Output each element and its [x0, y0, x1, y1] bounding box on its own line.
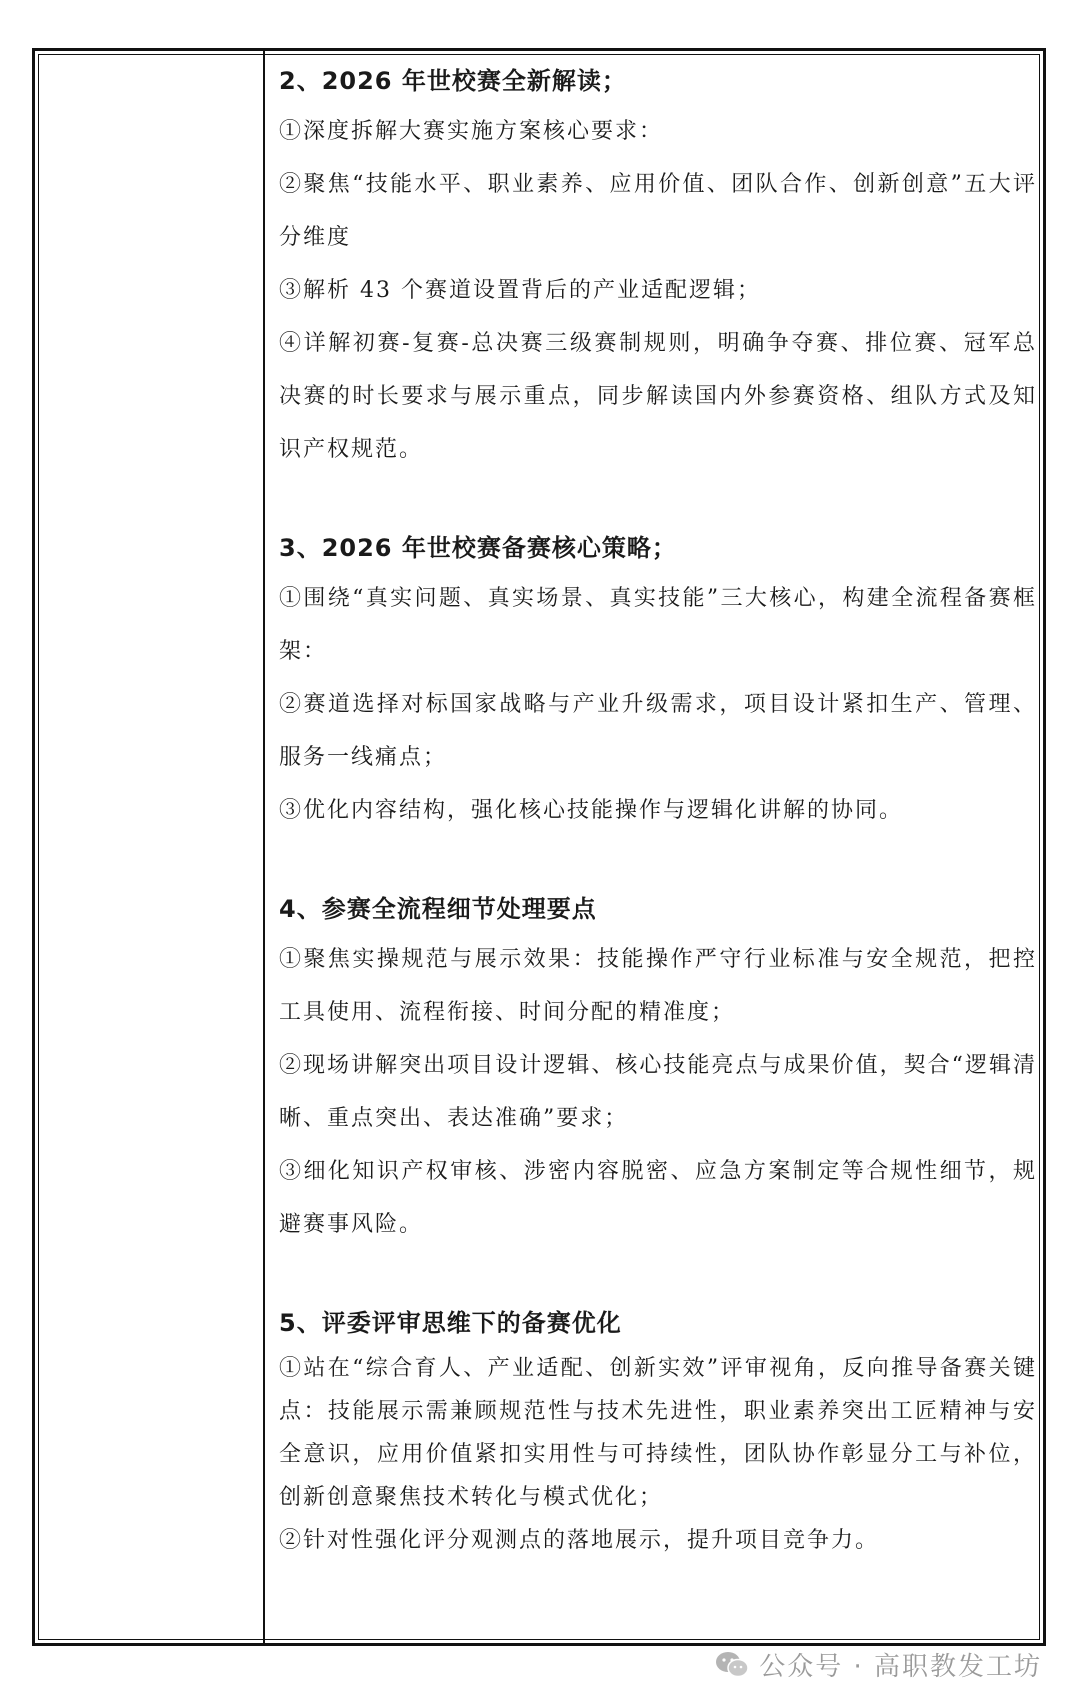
left-column-cell	[35, 51, 265, 1643]
list-item: ③解析 43 个赛道设置背后的产业适配逻辑；	[279, 278, 761, 303]
section-title: 5、评委评审思维下的备赛优化	[279, 1309, 622, 1337]
wechat-icon	[715, 1651, 749, 1679]
section-3	[279, 524, 1037, 837]
list-item: ③优化内容结构，强化核心技能操作与逻辑化讲解的协同。	[279, 798, 904, 823]
list-item: ③细化知识产权审核、涉密内容脱密、应急方案制定等合规性细节，规避赛事风险。	[279, 1159, 1037, 1237]
list-item: ②聚焦“技能水平、职业素养、应用价值、团队合作、创新创意”五大评分维度	[279, 172, 1037, 250]
watermark	[715, 1646, 1042, 1683]
section-title: 3、2026 年世校赛备赛核心策略；	[279, 534, 677, 562]
list-item: ②赛道选择对标国家战略与产业升级需求，项目设计紧扣生产、管理、服务一线痛点；	[279, 692, 1037, 770]
section-2	[279, 57, 1037, 476]
list-item: ①深度拆解大赛实施方案核心要求：	[279, 119, 664, 144]
section-5	[279, 1299, 1037, 1562]
document-table	[32, 48, 1046, 1646]
list-item: ①聚焦实操规范与展示效果：技能操作严守行业标准与安全规范，把控工具使用、流程衔接、时间分配的精准度；	[279, 947, 1037, 1025]
section-title: 4、参赛全流程细节处理要点	[279, 895, 597, 923]
list-item: ②针对性强化评分观测点的落地展示，提升项目竞争力。	[279, 1528, 880, 1553]
section-4	[279, 885, 1037, 1251]
watermark-text: 公众号 · 高职教发工坊	[759, 1652, 1042, 1682]
section-title: 2、2026 年世校赛全新解读；	[279, 67, 627, 95]
list-item: ①站在“综合育人、产业适配、创新实效”评审视角，反向推导备赛关键点：技能展示需兼顾规范性与技术先进性，职业素养突出工匠精神与安全意识，应用价值紧扣实用性与可持续性，团队协作彰显分工与补位，创新创意聚焦技术转化与模式优化；	[279, 1356, 1037, 1510]
list-item: ④详解初赛-复赛-总决赛三级赛制规则，明确争夺赛、排位赛、冠军总决赛的时长要求与展示重点，同步解读国内外参赛资格、组队方式及知识产权规范。	[279, 331, 1037, 462]
list-item: ①围绕“真实问题、真实场景、真实技能”三大核心，构建全流程备赛框架：	[279, 586, 1037, 664]
content-cell	[279, 57, 1037, 1637]
list-item: ②现场讲解突出项目设计逻辑、核心技能亮点与成果价值，契合“逻辑清晰、重点突出、表达准确”要求；	[279, 1053, 1037, 1131]
